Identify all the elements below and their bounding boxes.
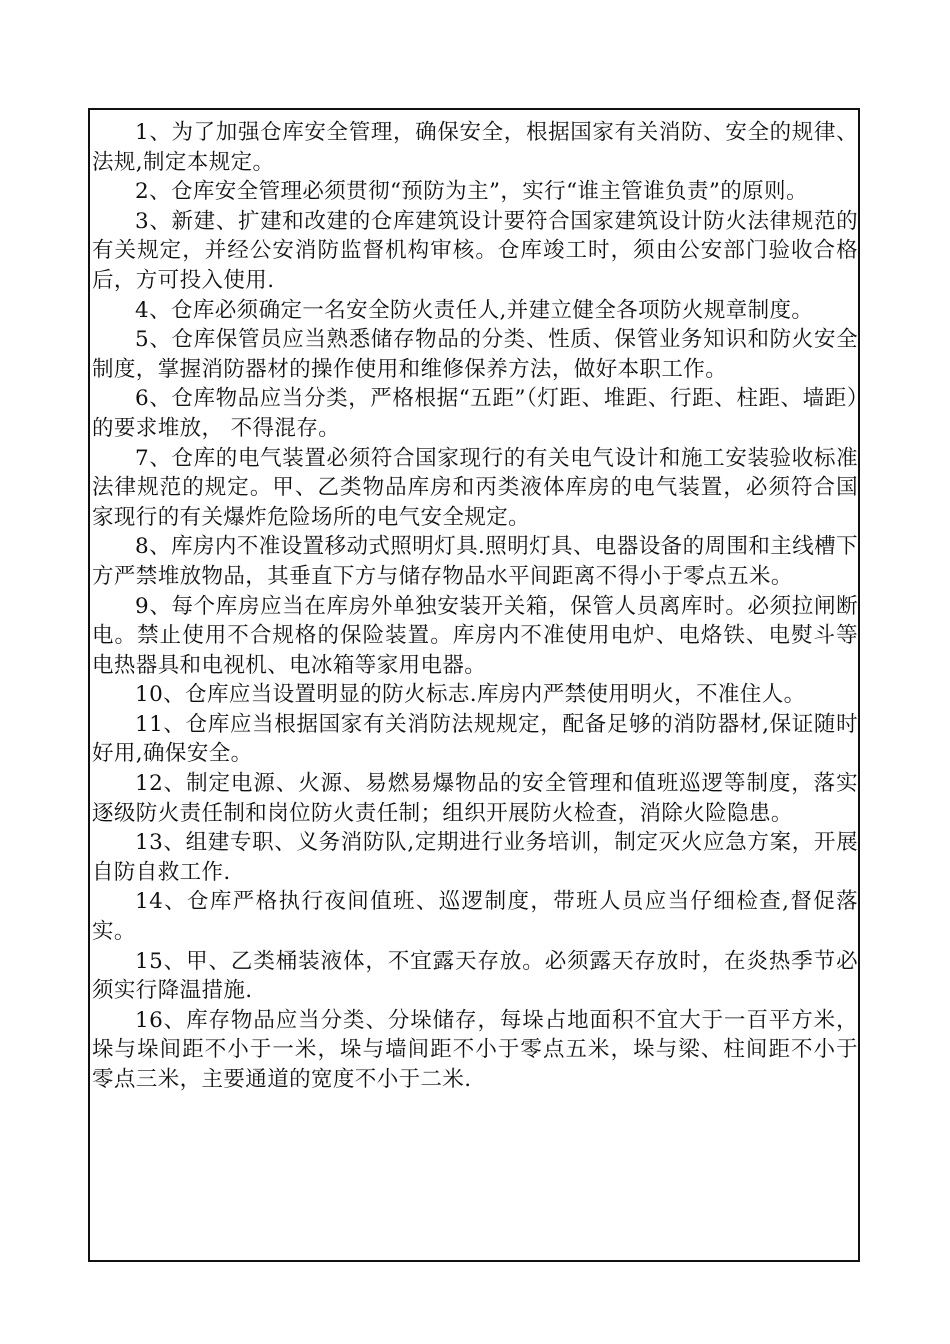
regulation-item-6: 6、仓库物品应当分类，严格根据“五距”（灯距、堆距、行距、柱距、墙距）的要求堆放， 不得混存。 — [92, 386, 858, 441]
regulation-item-13: 13、组建专职、义务消防队,定期进行业务培训，制定灭火应急方案，开展自防自救工作. — [92, 830, 858, 885]
regulation-item-1: 1、为了加强仓库安全管理，确保安全，根据国家有关消防、安全的规律、法规,制定本规定。 — [92, 120, 858, 175]
regulation-item-4: 4、仓库必须确定一名安全防火责任人,并建立健全各项防火规章制度。 — [135, 297, 814, 323]
regulation-list — [92, 118, 858, 1095]
regulation-item-3: 3、新建、扩建和改建的仓库建筑设计要符合国家建筑设计防火法律规范的有关规定，并经公安消防监督机构审核。仓库竣工时，须由公安部门验收合格后，方可投入使用. — [92, 208, 858, 293]
regulation-item-2: 2、仓库安全管理必须贯彻“预防为主”，实行“谁主管谁负责”的原则。 — [135, 179, 808, 205]
regulation-item-9: 9、每个库房应当在库房外单独安装开关箱，保管人员离库时。必须拉闸断电。禁止使用不合规格的保险装置。库房内不准使用电炉、电烙铁、电熨斗等电热器具和电视机、电冰箱等家用电器。 — [92, 593, 858, 678]
regulation-item-5: 5、仓库保管员应当熟悉储存物品的分类、性质、保管业务知识和防火安全制度，掌握消防器材的操作使用和维修保养方法，做好本职工作。 — [92, 327, 858, 382]
regulation-item-11: 11、仓库应当根据国家有关消防法规规定，配备足够的消防器材,保证随时好用,确保安全。 — [92, 711, 858, 767]
regulation-frame — [88, 108, 860, 1262]
regulation-item-7: 7、仓库的电气装置必须符合国家现行的有关电气设计和施工安装验收标准法律规范的规定。甲、乙类物品库房和丙类液体库房的电气装置，必须符合国家现行的有关爆炸危险场所的电气安全规定。 — [92, 445, 858, 530]
regulation-item-15: 15、甲、乙类桶装液体，不宜露天存放。必须露天存放时，在炎热季节必须实行降温措施. — [92, 948, 858, 1004]
regulation-item-10: 10、仓库应当设置明显的防火标志.库房内严禁使用明火，不准住人。 — [135, 682, 806, 708]
regulation-item-8: 8、库房内不准设置移动式照明灯具.照明灯具、电器设备的周围和主线槽下方严禁堆放物品，其垂直下方与储存物品水平间距离不得小于零点五米。 — [92, 534, 858, 589]
regulation-item-16: 16、库存物品应当分类、分垛储存，每垛占地面积不宜大于一百平方米，垛与垛间距不小于一米，垛与墙间距不小于零点五米，垛与梁、柱间距不小于零点三米，主要通道的宽度不小于二米. — [92, 1007, 858, 1092]
regulation-item-12: 12、制定电源、火源、易燃易爆物品的安全管理和值班巡逻等制度，落实逐级防火责任制和岗位防火责任制；组织开展防火检查，消除火险隐患。 — [92, 771, 858, 826]
regulation-item-14: 14、仓库严格执行夜间值班、巡逻制度，带班人员应当仔细检查,督促落实。 — [92, 889, 858, 945]
